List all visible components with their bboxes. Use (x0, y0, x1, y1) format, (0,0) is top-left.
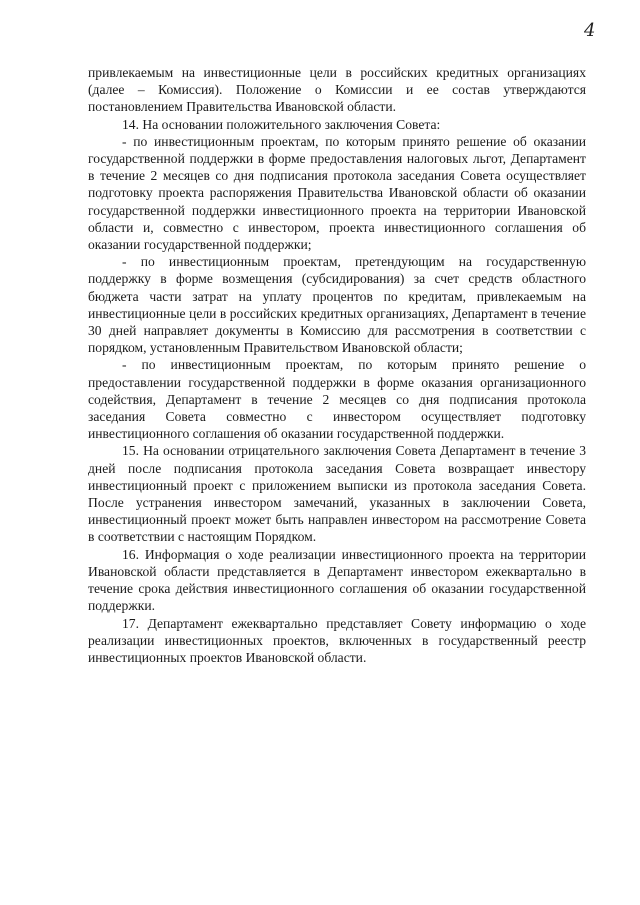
paragraph-15: 15. На основании отрицательного заключения Совета Департамент в течение 3 дней после подписания протокола заседания Совета возвращает инвестору инвестиционный проект с приложением выписки из протокола заседания Совета. После устранения инвестором замечаний, указанных в заключении Совета, инвестиционный проект может быть направлен инвестором на рассмотрение Совета в соответствии с настоящим Порядком. (88, 443, 586, 545)
paragraph-14-item-tax-benefits: - по инвестиционным проектам, по которым принято решение об оказании государственной поддержки в форме предоставления налоговых льгот, Департамент в течение 2 месяцев со дня подписания протокола заседания Совета осуществляет подготовку проекта распоряжения Правительства Ивановской области об оказании государственной поддержки инвестиционного проекта на территории Ивановской области и, совместно с инвестором, проекта инвестиционного соглашения об оказании государственной поддержки; (88, 133, 586, 253)
paragraph-continuation: привлекаемым на инвестиционные цели в российских кредитных организациях (далее – Комиссия). Положение о Комиссии и ее состав утверждаются постановлением Правительства Ивановской области. (88, 65, 586, 115)
document-body (88, 64, 586, 666)
page-number: 4 (584, 20, 596, 41)
paragraph-16: 16. Информация о ходе реализации инвестиционного проекта на территории Ивановской области представляется в Департамент инвестором ежеквартально в течение срока действия инвестиционного соглашения об оказании государственной поддержки. (88, 546, 586, 614)
paragraph-17: 17. Департамент ежеквартально представляет Совету информацию о ходе реализации инвестиционных проектов, включенных в государственный реестр инвестиционных проектов Ивановской области. (88, 615, 586, 665)
paragraph-14-heading: 14. На основании положительного заключения Совета: (122, 116, 441, 132)
paragraph-14-item-organizational-support: - по инвестиционным проектам, по которым принято решение о предоставлении государственной поддержки в форме оказания организационного содействия, Департамент в течение 2 месяцев со дня подписания протокола заседания Совета совместно с инвестором осуществляет подготовку инвестиционного соглашения об оказании государственной поддержки. (88, 357, 586, 442)
paragraph-14-item-subsidy: - по инвестиционным проектам, претендующим на государственную поддержку в форме возмещения (субсидирования) за счет средств областного бюджета части затрат на уплату процентов по кредитам, привлекаемым на инвестиционные цели в российских кредитных организациях, Департамент в течение 30 дней направляет документы в Комиссию для рассмотрения в соответствии с порядком, установленным Правительством Ивановской области; (88, 254, 586, 356)
